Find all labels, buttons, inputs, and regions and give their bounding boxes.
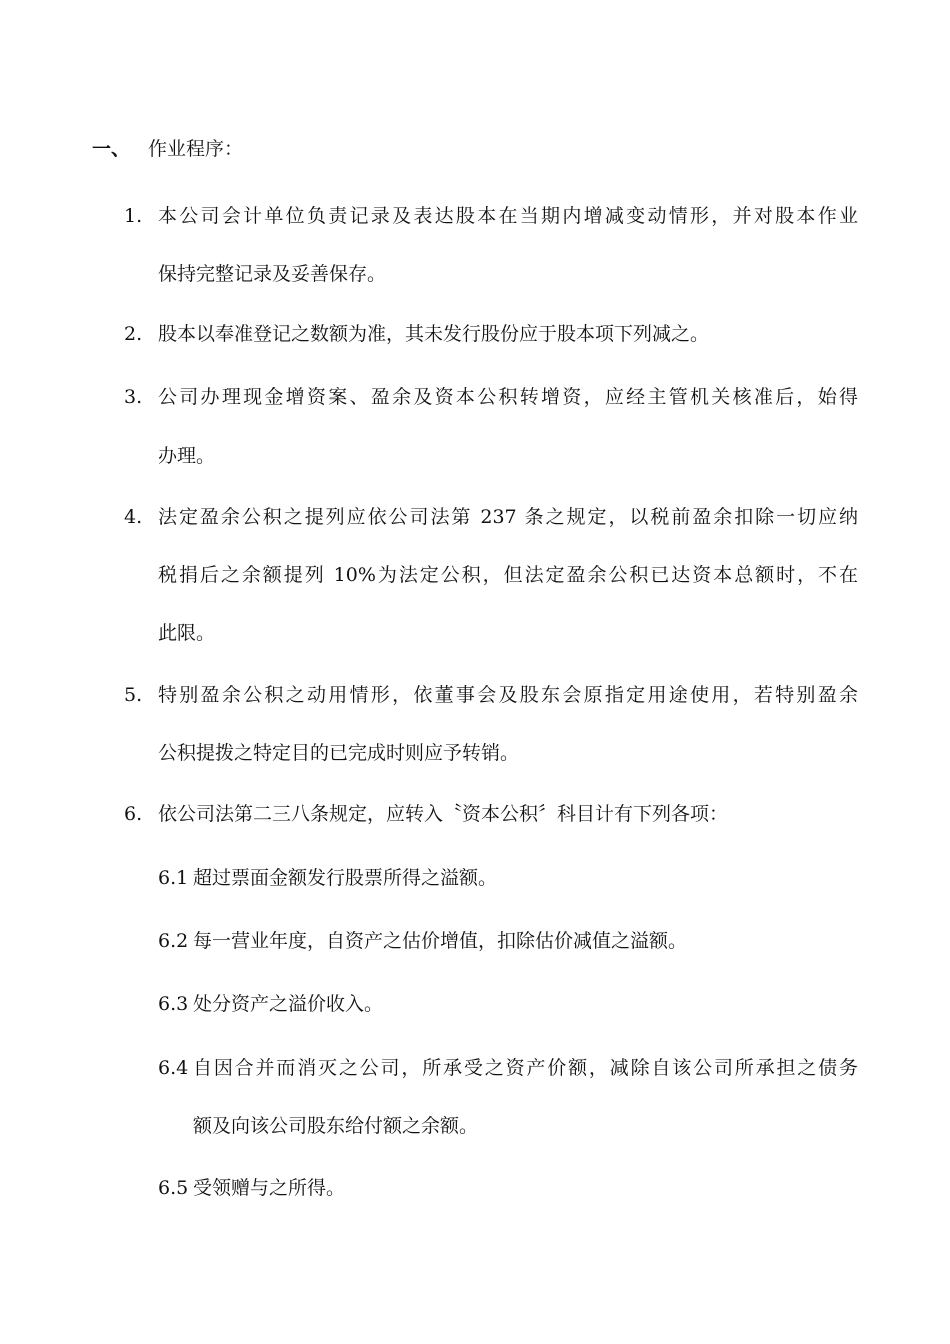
list-item-number: 1. <box>124 205 143 227</box>
list-item-number: 2. <box>124 323 143 345</box>
sublist-item-text: 每一营业年度，自资产之估价增值，扣除估价减值之溢额。 <box>193 930 688 952</box>
list-item-number: 5. <box>124 684 143 706</box>
list-item-text: 公积提拨之特定目的已完成时则应予转销。 <box>158 742 520 764</box>
list-item-text: 股本以奉准登记之数额为准，其未发行股份应于股本项下列减之。 <box>158 323 710 345</box>
sublist-item-number: 6.2 <box>158 930 189 952</box>
sublist-item-text: 处分资产之溢价收入。 <box>193 993 384 1015</box>
list-item-text: 法定盈余公积之提列应依公司法第 237 条之规定，以税前盈余扣除一切应纳 <box>158 506 858 528</box>
list-item-number: 4. <box>124 506 143 528</box>
sublist-item-number: 6.1 <box>158 867 189 889</box>
list-item-number: 6. <box>124 803 143 825</box>
list-item-text: 依公司法第二三八条规定，应转入〝资本公积〞科目计有下列各项： <box>158 803 729 825</box>
sublist-item-text: 超过票面金额发行股票所得之溢额。 <box>193 867 498 889</box>
list-item-text: 办理。 <box>158 445 216 467</box>
section-title: 作业程序： <box>148 138 244 160</box>
sublist-item-number: 6.4 <box>158 1057 189 1079</box>
section-number: 一、 <box>92 138 131 160</box>
sublist-item-text: 受领赠与之所得。 <box>193 1177 346 1199</box>
sublist-item-number: 6.3 <box>158 993 189 1015</box>
list-item-text: 特别盈余公积之动用情形，依董事会及股东会原指定用途使用，若特别盈余 <box>158 684 858 706</box>
list-item-text: 本公司会计单位负责记录及表达股本在当期内增减变动情形，并对股本作业 <box>158 205 858 227</box>
sublist-item-number: 6.5 <box>158 1177 189 1199</box>
list-item-text: 此限。 <box>158 622 216 644</box>
list-item-text: 公司办理现金增资案、盈余及资本公积转增资，应经主管机关核准后，始得 <box>158 386 858 408</box>
list-item-number: 3. <box>124 386 143 408</box>
list-item-text: 税捐后之余额提列 10%为法定公积，但法定盈余公积已达资本总额时，不在 <box>158 564 858 586</box>
sublist-item-text: 额及向该公司股东给付额之余额。 <box>193 1115 479 1137</box>
list-item-text: 保持完整记录及妥善保存。 <box>158 263 387 285</box>
sublist-item-text: 自因合并而消灭之公司，所承受之资产价额，减除自该公司所承担之债务 <box>193 1057 858 1079</box>
